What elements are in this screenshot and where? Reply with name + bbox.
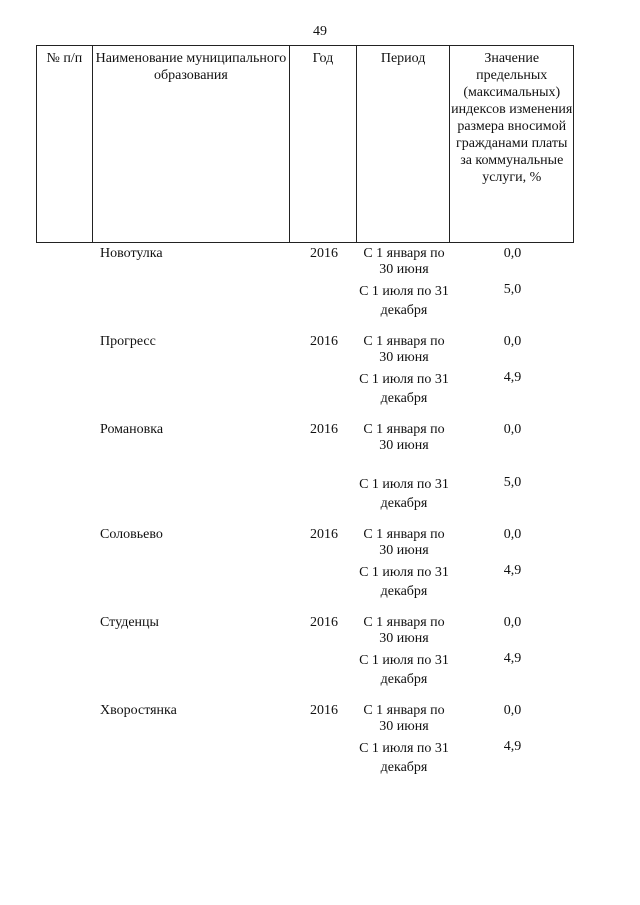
header-year: Год xyxy=(290,46,357,242)
header-period: Период xyxy=(357,46,451,242)
period-second-half: С 1 июля по 31 декабря xyxy=(359,284,449,318)
period-second-half: С 1 июля по 31 декабря xyxy=(359,372,449,406)
period-second-half: С 1 июля по 31 декабря xyxy=(359,477,449,511)
year-cell: 2016 xyxy=(310,615,338,630)
municipality-name: Хворостянка xyxy=(100,703,177,718)
year-cell: 2016 xyxy=(310,703,338,718)
municipality-name: Студенцы xyxy=(100,615,159,630)
value-second-half: 5,0 xyxy=(503,475,522,490)
value-second-half: 5,0 xyxy=(503,282,522,297)
value-first-half: 0,0 xyxy=(503,703,522,718)
value-first-half: 0,0 xyxy=(503,422,522,437)
year-cell: 2016 xyxy=(310,334,338,349)
value-first-half: 0,0 xyxy=(503,527,522,542)
period-second-half: С 1 июля по 31 декабря xyxy=(359,565,449,599)
table-row xyxy=(36,244,574,332)
table-row xyxy=(36,701,574,789)
value-first-half: 0,0 xyxy=(503,246,522,261)
municipality-name: Романовка xyxy=(100,422,164,437)
value-first-half: 0,0 xyxy=(503,615,522,630)
header-index-value: Значение предельных (максимальных) индексов изменения размера вносимой гражданами платы за коммунальные услуги, % xyxy=(451,51,573,185)
period-second-half: С 1 июля по 31 декабря xyxy=(359,653,449,687)
table-row xyxy=(36,613,574,701)
table-row xyxy=(36,525,574,613)
year-cell: 2016 xyxy=(310,527,338,542)
year-cell: 2016 xyxy=(310,246,338,261)
period-first-half: С 1 января по 30 июня xyxy=(363,334,445,365)
municipality-name: Новотулка xyxy=(100,246,163,261)
period-first-half: С 1 января по 30 июня xyxy=(363,246,445,277)
value-second-half: 4,9 xyxy=(503,563,522,578)
header-municipality: Наименование муниципального образования xyxy=(93,46,290,242)
municipality-name: Прогресс xyxy=(100,334,156,349)
table-row xyxy=(36,420,574,525)
year-cell: 2016 xyxy=(310,422,338,437)
value-second-half: 4,9 xyxy=(503,651,522,666)
period-first-half: С 1 января по 30 июня xyxy=(363,615,445,646)
period-second-half: С 1 июля по 31 декабря xyxy=(359,741,449,775)
period-first-half: С 1 января по 30 июня xyxy=(363,422,445,453)
period-first-half: С 1 января по 30 июня xyxy=(363,527,445,558)
value-second-half: 4,9 xyxy=(503,370,522,385)
period-first-half: С 1 января по 30 июня xyxy=(363,703,445,734)
table-body xyxy=(36,244,574,789)
value-second-half: 4,9 xyxy=(503,739,522,754)
municipality-name: Соловьево xyxy=(100,527,163,542)
table-row xyxy=(36,332,574,420)
header-number: № п/п xyxy=(37,46,93,242)
table-header xyxy=(36,45,574,243)
page-number: 49 xyxy=(313,24,327,39)
value-first-half: 0,0 xyxy=(503,334,522,349)
